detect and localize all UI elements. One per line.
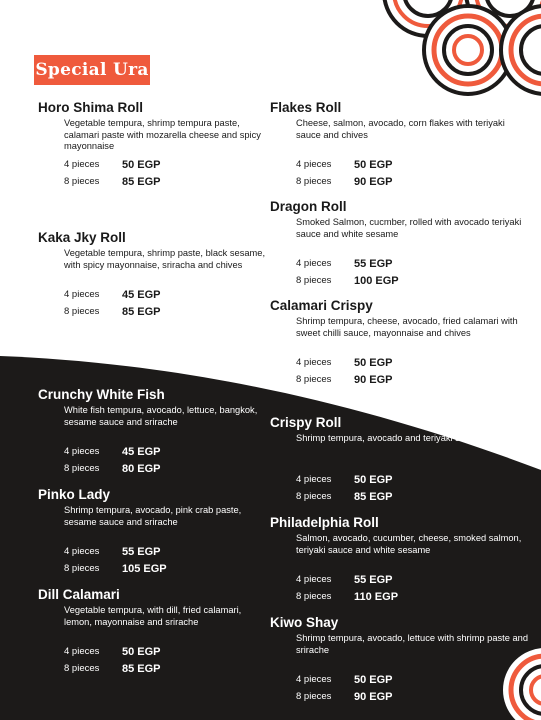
item-prices (296, 156, 393, 190)
item-description: Vegetable tempura, shrimp paste, black sesame, with spicy mayonnaise, sriracha and chives (64, 248, 266, 270)
price-row (296, 156, 393, 173)
price: 100 EGP (354, 274, 399, 287)
price-row (64, 286, 161, 303)
price: 50 EGP (122, 645, 161, 658)
price-row (296, 354, 393, 371)
item-description: Vegetable tempura, with dill, fried calamari, lemon, mayonnaise and srirache (64, 605, 242, 627)
portion-size: 8 pieces (296, 691, 332, 702)
price-row (64, 443, 161, 460)
price-row (296, 255, 399, 272)
item-prices (64, 443, 161, 477)
price: 50 EGP (122, 158, 161, 171)
price: 55 EGP (354, 573, 393, 586)
price: 90 EGP (354, 690, 393, 703)
item-prices (296, 354, 393, 388)
item-name: Kiwo Shay (270, 615, 339, 630)
price: 50 EGP (354, 473, 393, 486)
price: 50 EGP (354, 356, 393, 369)
price-row (296, 471, 393, 488)
portion-size: 4 pieces (64, 646, 100, 657)
price-row (296, 588, 398, 605)
item-name: Flakes Roll (270, 100, 342, 115)
item-description: Shrimp tempura, avocado, lettuce with shrimp paste and srirache (296, 633, 529, 655)
item-name: Horo Shima Roll (38, 100, 144, 115)
item-name: Dill Calamari (38, 587, 120, 602)
portion-size: 4 pieces (296, 474, 332, 485)
portion-size: 8 pieces (64, 176, 100, 187)
item-description: Cheese, salmon, avocado, corn flakes with teriyaki sauce and chives (296, 118, 505, 140)
item-prices (64, 543, 167, 577)
item-prices (296, 255, 399, 289)
item-description: Vegetable tempura, shrimp tempura paste, calamari paste with mozarella cheese and spicy mayonnaise (64, 118, 261, 151)
price: 85 EGP (122, 662, 161, 675)
price-row (296, 371, 393, 388)
menu-item (38, 587, 270, 675)
portion-size: 4 pieces (296, 674, 332, 685)
price-row (64, 560, 167, 577)
price: 55 EGP (354, 257, 393, 270)
sushi-circles-top-icon (384, 0, 541, 94)
menu-item (38, 230, 270, 318)
price: 90 EGP (354, 373, 393, 386)
price: 85 EGP (354, 490, 393, 503)
item-prices (64, 156, 161, 190)
price-row (64, 156, 161, 173)
item-name: Pinko Lady (38, 487, 111, 502)
portion-size: 8 pieces (64, 663, 100, 674)
item-prices (64, 286, 161, 320)
price-row (296, 272, 399, 289)
menu-item (270, 199, 532, 287)
item-description: Shrimp tempura, avocado, pink crab paste, sesame sauce and srirache (64, 505, 242, 527)
price-row (296, 671, 393, 688)
price: 85 EGP (122, 305, 161, 318)
menu-item (38, 487, 270, 575)
price-row (64, 543, 167, 560)
section-title-badge: Special Ura (34, 55, 150, 85)
menu-item (270, 515, 532, 603)
price: 80 EGP (122, 462, 161, 475)
item-prices (64, 643, 161, 677)
menu-item (270, 298, 532, 386)
item-description: Shrimp tempura, cheese, avocado, fried calamari with sweet chilli sauce, mayonnaise and chives (296, 316, 518, 338)
price: 45 EGP (122, 445, 161, 458)
price: 105 EGP (122, 562, 167, 575)
portion-size: 4 pieces (64, 446, 100, 457)
item-name: Philadelphia Roll (270, 515, 379, 530)
price-row (296, 571, 398, 588)
item-prices (296, 671, 393, 705)
portion-size: 4 pieces (296, 159, 332, 170)
item-name: Crispy Roll (270, 415, 342, 430)
portion-size: 8 pieces (296, 176, 332, 187)
price: 50 EGP (354, 673, 393, 686)
item-name: Crunchy White Fish (38, 387, 165, 402)
price-row (296, 173, 393, 190)
portion-size: 8 pieces (296, 591, 332, 602)
price: 110 EGP (354, 590, 399, 603)
item-prices (296, 471, 393, 505)
price-row (64, 643, 161, 660)
price: 85 EGP (122, 175, 161, 188)
menu-item (270, 615, 532, 703)
portion-size: 8 pieces (296, 491, 332, 502)
menu-item (270, 415, 532, 503)
portion-size: 4 pieces (296, 357, 332, 368)
portion-size: 8 pieces (64, 463, 100, 474)
menu-item (38, 100, 270, 188)
item-name: Dragon Roll (270, 199, 347, 214)
price-row (296, 688, 393, 705)
portion-size: 4 pieces (296, 258, 332, 269)
portion-size: 4 pieces (64, 289, 100, 300)
price: 50 EGP (354, 158, 393, 171)
price: 55 EGP (122, 545, 161, 558)
price-row (64, 460, 161, 477)
item-description: Shrimp tempura, avocado and teriyaki sauce (296, 433, 480, 443)
item-name: Calamari Crispy (270, 298, 373, 313)
portion-size: 8 pieces (64, 306, 100, 317)
portion-size: 4 pieces (64, 159, 100, 170)
price-row (64, 173, 161, 190)
portion-size: 8 pieces (296, 374, 332, 385)
portion-size: 8 pieces (296, 275, 332, 286)
portion-size: 4 pieces (64, 546, 100, 557)
item-description: Salmon, avocado, cucumber, cheese, smoked salmon, teriyaki sauce and white sesame (296, 533, 522, 555)
portion-size: 8 pieces (64, 563, 100, 574)
item-prices (296, 571, 398, 605)
item-description: Smoked Salmon, cucmber, rolled with avocado teriyaki sauce and white sesame (296, 217, 522, 239)
item-description: White fish tempura, avocado, lettuce, bangkok, sesame sauce and srirache (64, 405, 258, 427)
menu-item (270, 100, 532, 188)
price: 90 EGP (354, 175, 393, 188)
menu-item (38, 387, 270, 475)
price-row (64, 303, 161, 320)
price-row (296, 488, 393, 505)
portion-size: 4 pieces (296, 574, 332, 585)
price-row (64, 660, 161, 677)
price: 45 EGP (122, 288, 161, 301)
item-name: Kaka Jky Roll (38, 230, 126, 245)
